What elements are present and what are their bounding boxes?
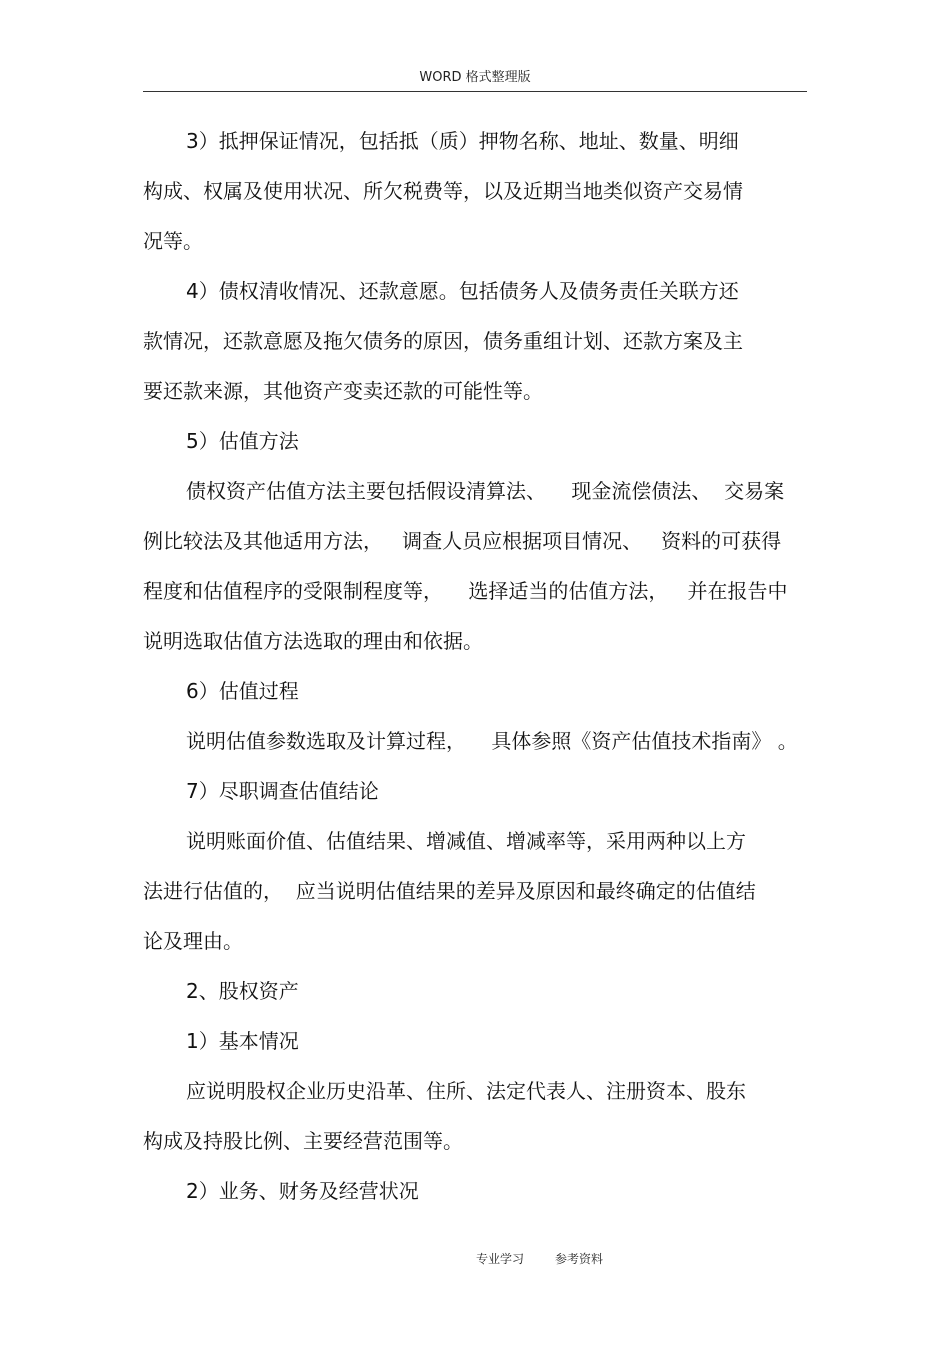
paragraph-line: 3）抵押保证情况，包括抵（质）押物名称、地址、数量、明细	[186, 129, 739, 153]
section-heading: 2、股权资产	[186, 979, 299, 1003]
section-heading: 2）业务、财务及经营状况	[186, 1179, 419, 1203]
footer-left-text: 专业学习	[476, 1252, 525, 1266]
paragraph-line: 4）债权清收情况、还款意愿。包括债务人及债务责任关联方还	[186, 279, 739, 303]
paragraph-line: 构成、权属及使用状况、所欠税费等，以及近期当地类似资产交易情	[143, 179, 743, 203]
paragraph-line: 要还款来源，其他资产变卖还款的可能性等。	[143, 379, 543, 403]
paragraph-line: 说明选取估值方法选取的理由和依据。	[143, 629, 483, 653]
paragraph-line: 况等。	[143, 229, 203, 253]
page-header: WORD 格式整理版	[419, 70, 531, 85]
paragraph-line: 构成及持股比例、主要经营范围等。	[143, 1129, 463, 1153]
paragraph-line: 应说明股权企业历史沿革、住所、法定代表人、注册资本、股东	[186, 1079, 746, 1103]
paragraph-line: 说明估值参数选取及计算过程， 具体参照《资产估值技术指南》 。	[186, 729, 798, 753]
paragraph-line: 例比较法及其他适用方法， 调查人员应根据项目情况、 资料的可获得	[143, 529, 782, 553]
paragraph-line: 款情况，还款意愿及拖欠债务的原因，债务重组计划、还款方案及主	[143, 329, 743, 353]
section-heading: 7）尽职调查估值结论	[186, 779, 379, 803]
paragraph-line: 说明账面价值、估值结果、增减值、增减率等，采用两种以上方	[186, 829, 746, 853]
section-heading: 6）估值过程	[186, 679, 299, 703]
paragraph-line: 债权资产估值方法主要包括假设清算法、 现金流偿债法、 交易案	[186, 479, 785, 503]
section-heading: 5）估值方法	[186, 429, 299, 453]
section-heading: 1）基本情况	[186, 1029, 299, 1053]
header-divider	[143, 91, 807, 92]
paragraph-line: 论及理由。	[143, 929, 243, 953]
paragraph-line: 程度和估值程序的受限制程度等， 选择适当的估值方法， 并在报告中	[143, 579, 788, 603]
paragraph-line: 法进行估值的， 应当说明估值结果的差异及原因和最终确定的估值结	[143, 879, 756, 903]
footer-right-text: 参考资料	[555, 1252, 604, 1266]
